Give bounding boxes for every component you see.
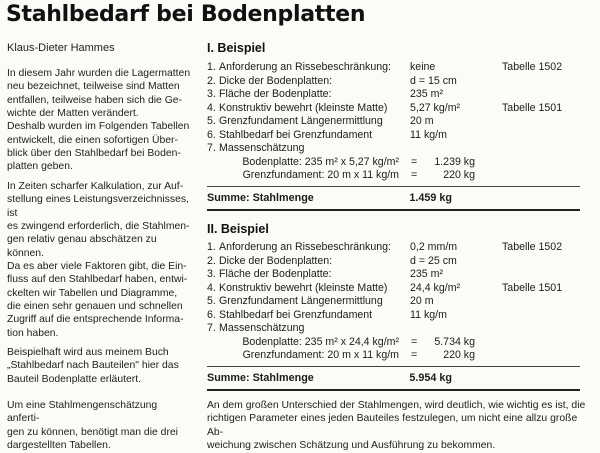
calc-result: 1.239 kg [434, 155, 475, 168]
page-title: Stahlbedarf bei Bodenplatten [6, 2, 366, 27]
example1-sum [207, 191, 580, 205]
row-value: 11 kg/m [410, 308, 447, 321]
example2-row [207, 282, 587, 294]
example2-calc-line [219, 349, 519, 361]
row-value: 235 m² [410, 268, 443, 280]
row-table-ref: Tabelle 1502 [502, 61, 563, 73]
row-table-ref: Tabelle 1501 [502, 101, 563, 114]
calc-equals: = [411, 335, 418, 348]
divider [207, 389, 580, 391]
example1-row [207, 61, 587, 73]
row-number: 5. [207, 115, 216, 127]
row-value: 11 kg/m [410, 128, 447, 141]
row-number: 7. [207, 142, 216, 154]
row-label: Stahlbedarf bei Grenzfundament [219, 308, 373, 321]
row-value: 24,4 kg/m² [410, 281, 461, 294]
example1-row [207, 129, 587, 141]
calc-result: 5.734 kg [434, 335, 475, 348]
row-value: d = 25 cm [410, 254, 457, 267]
example2-row [207, 309, 587, 321]
row-value: keine [410, 61, 436, 73]
example1-heading: I. Beispiel [207, 41, 266, 55]
row-number: 1. [207, 61, 216, 73]
example2-calc-line [219, 336, 519, 348]
sum-label: Summe: Stahlmenge [207, 192, 314, 204]
row-number: 2. [207, 74, 216, 87]
example2-row [207, 295, 587, 307]
row-number: 4. [207, 101, 216, 114]
row-number: 4. [207, 281, 216, 294]
sum-value: 1.459 kg [409, 192, 452, 204]
sum-label: Summe: Stahlmenge [207, 372, 314, 384]
row-label: Fläche der Bodenplatte: [219, 88, 332, 100]
row-label: Massenschätzung [219, 322, 305, 334]
conclusion-paragraph: An dem großen Unterschied der Stahlmengen, wird deutlich, wie wichtig es ist, die richtigen Parameter eines jeden Bauteiles festzulegen, um nicht eine allzu große Ab- weichung zwischen Schätzung und Ausführung zu bekommen. [207, 400, 586, 452]
calc-expression: Grenzfundament: 20 m x 11 kg/m [242, 169, 399, 181]
row-value: 5,27 kg/m² [410, 101, 461, 114]
example1-calc-line [219, 156, 519, 168]
example2-row [207, 322, 587, 334]
row-label: Dicke der Bodenplatten: [219, 74, 333, 87]
row-label: Grenzfundament Längenermittlung [219, 295, 383, 307]
row-number: 5. [207, 295, 216, 307]
example1-row [207, 102, 587, 114]
divider [207, 186, 580, 187]
row-number: 6. [207, 308, 216, 321]
calc-result: 220 kg [443, 349, 475, 361]
calc-expression: Bodenplatte: 235 m² x 5,27 kg/m² [242, 155, 399, 168]
row-number: 3. [207, 88, 216, 100]
example1-row [207, 75, 587, 87]
example2-row [207, 268, 587, 280]
row-label: Stahlbedarf bei Grenzfundament [219, 128, 373, 141]
row-number: 7. [207, 322, 216, 334]
examples-column [207, 0, 597, 452]
row-number: 3. [207, 268, 216, 280]
example2-row [207, 255, 587, 267]
example1-calc-line [219, 169, 519, 181]
divider [207, 209, 580, 211]
kalkulation-paragraph: In Zeiten scharfer Kalkulation, zur Auf- stellung eines Leistungsverzeichnisses, ist es zwingend erforderlich, die Stahlmen- gen relativ genau abschätzen zu können. Da es aber viele Faktoren gibt, die Ein- fluss auf den Stahlbedarf haben, entwi- ckelten wir Tabellen und Diagramme, die einen sehr genauen und schnellen Zugriff auf die entsprechende Informa- tion haben. [7, 181, 190, 339]
row-value: 20 m [410, 295, 434, 307]
example2-sum [207, 371, 580, 385]
row-table-ref: Tabelle 1501 [502, 281, 563, 294]
row-value: 0,2 mm/m [410, 241, 458, 253]
calc-expression: Bodenplatte: 235 m² x 24,4 kg/m² [242, 335, 399, 348]
row-label: Konstruktiv bewehrt (kleinste Matte) [219, 281, 388, 294]
row-number: 6. [207, 128, 216, 141]
row-number: 2. [207, 254, 216, 267]
row-number: 1. [207, 241, 216, 253]
beispiel-paragraph: Beispielhaft wird aus meinem Buch „Stahlbedarf nach Bauteilen" hier das Bauteil Bodenplatte erläutert. [7, 347, 179, 385]
example1-row [207, 142, 587, 154]
divider [207, 366, 580, 367]
row-value: 20 m [410, 115, 434, 127]
example1-row [207, 88, 587, 100]
author-name: Klaus-Dieter Hammes [7, 42, 115, 54]
row-label: Anforderung an Rissebeschränkung: [219, 61, 391, 73]
row-label: Konstruktiv bewehrt (kleinste Matte) [219, 101, 388, 114]
calc-equals: = [411, 169, 418, 181]
calc-equals: = [411, 155, 418, 168]
schaetzung-paragraph: Um eine Stahlmengenschätzung anferti- gen zu können, benötigt man die drei dargestellten Tabellen. [7, 400, 178, 452]
row-value: d = 15 cm [410, 74, 457, 87]
row-table-ref: Tabelle 1502 [502, 241, 563, 253]
sum-value: 5.954 kg [409, 372, 452, 384]
calc-equals: = [411, 349, 418, 361]
intro-paragraph: In diesem Jahr wurden die Lagermatten neu bezeichnet, teilweise sind Matten entfallen, teilweise haben sich die Ge- wichte der Matten verändert. Deshalb wurden im Folgenden Tabellen entwickelt, die einen sofortigen Über- blick über den Stahlbedarf bei Boden- platten geben. [7, 68, 191, 173]
example1-row [207, 115, 587, 127]
example2-row [207, 241, 587, 253]
row-label: Grenzfundament Längenermittlung [219, 115, 383, 127]
calc-result: 220 kg [443, 169, 475, 181]
row-label: Massenschätzung [219, 142, 305, 154]
row-value: 235 m² [410, 88, 443, 100]
example2-heading: II. Beispiel [207, 222, 269, 236]
row-label: Fläche der Bodenplatte: [219, 268, 332, 280]
row-label: Anforderung an Rissebeschränkung: [219, 241, 391, 253]
row-label: Dicke der Bodenplatten: [219, 254, 333, 267]
calc-expression: Grenzfundament: 20 m x 11 kg/m [242, 349, 399, 361]
